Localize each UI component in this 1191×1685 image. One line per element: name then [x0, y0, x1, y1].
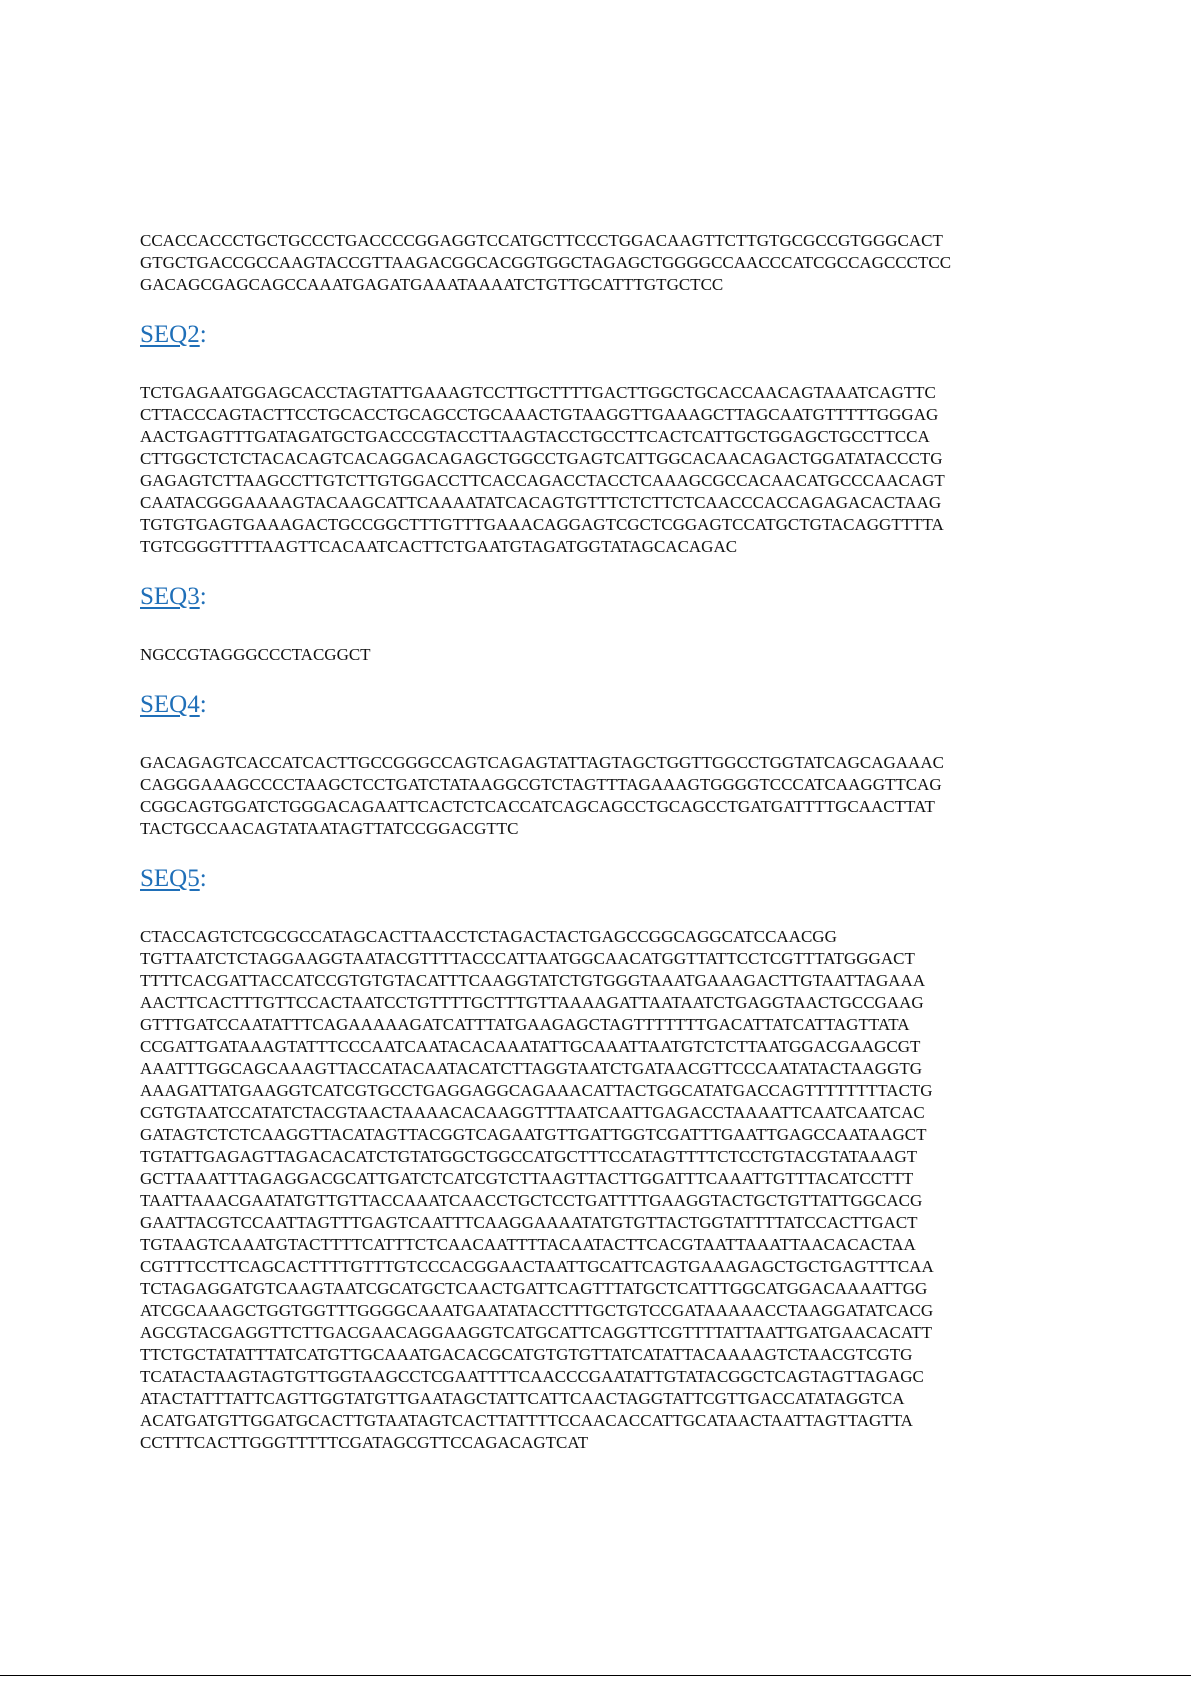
sequence-line: GAGAGTCTTAAGCCTTGTCTTGTGGACCTTCACCAGACCTACCTCAAAGCGCCACAACATGCCCAACAGT: [140, 471, 945, 490]
sequence-line: GAATTACGTCCAATTAGTTTGAGTCAATTTCAAGGAAAATATGTGTTACTGGTATTTTATCCACTTGACT: [140, 1213, 918, 1232]
sequence-block: [140, 926, 1180, 1454]
sequence-block: [140, 752, 1180, 840]
sequence-heading[interactable]: [140, 320, 1180, 350]
sequence-line: CCACCACCCTGCTGCCCTGACCCCGGAGGTCCATGCTTCCCTGGACAAGTTCTTGTGCGCCGTGGGCACT: [140, 231, 943, 250]
sequence-heading-link[interactable]: SEQ3: [140, 583, 200, 610]
sequence-block: [140, 644, 1180, 666]
sequence-line: ATACTATTTATTCAGTTGGTATGTTGAATAGCTATTCATTCAACTAGGTATTCGTTGACCATATAGGTCA: [140, 1389, 905, 1408]
sequence-line: TCTAGAGGATGTCAAGTAATCGCATGCTCAACTGATTCAGTTTATGCTCATTTGGCATGGACAAAATTGG: [140, 1279, 928, 1298]
sequence-line: ACATGATGTTGGATGCACTTGTAATAGTCACTTATTTTCCAACACCATTGCATAACTAATTAGTTAGTTA: [140, 1411, 913, 1430]
sequence-line: CTACCAGTCTCGCGCCATAGCACTTAACCTCTAGACTACTGAGCCGGCAGGCATCCAACGG: [140, 927, 837, 946]
sequence-line: GACAGAGTCACCATCACTTGCCGGGCCAGTCAGAGTATTAGTAGCTGGTTGGCCTGGTATCAGCAGAAAC: [140, 753, 944, 772]
spacer: [140, 720, 1180, 752]
heading-colon: :: [199, 321, 207, 348]
sequence-line: AAAGATTATGAAGGTCATCGTGCCTGAGGAGGCAGAAACATTACTGGCATATGACCAGTTTTTTTTACTG: [140, 1081, 933, 1100]
heading-colon: :: [199, 691, 207, 718]
sequence-line: GTGCTGACCGCCAAGTACCGTTAAGACGGCACGGTGGCTAGAGCTGGGGCCAACCCATCGCCAGCCCTCC: [140, 253, 952, 272]
sequence-line: TTCTGCTATATTTATCATGTTGCAAATGACACGCATGTGTGTTATCATATTACAAAAGTCTAACGTCGTG: [140, 1345, 913, 1364]
sequence-line: CTTGGCTCTCTACACAGTCACAGGACAGAGCTGGCCTGAGTCATTGGCACAACAGACTGGATATACCCTG: [140, 449, 943, 468]
spacer: [140, 296, 1180, 320]
sequence-line: AACTGAGTTTGATAGATGCTGACCCGTACCTTAAGTACCTGCCTTCACTCATTGCTGGAGCTGCCTTCCA: [140, 427, 930, 446]
sequence-line: AGCGTACGAGGTTCTTGACGAACAGGAAGGTCATGCATTCAGGTTCGTTTTATTAATTGATGAACACATT: [140, 1323, 933, 1342]
spacer: [140, 612, 1180, 644]
sequence-line: AACTTCACTTTGTTCCACTAATCCTGTTTTGCTTTGTTAAAAGATTAATAATCTGAGGTAACTGCCGAAG: [140, 993, 924, 1012]
sequence-line: TCATACTAAGTAGTGTTGGTAAGCCTCGAATTTTCAACCCGAATATTGTATACGGCTCAGTAGTTAGAGC: [140, 1367, 924, 1386]
sequence-heading[interactable]: [140, 864, 1180, 894]
sequence-line: GACAGCGAGCAGCCAAATGAGATGAAATAAAATCTGTTGCATTTGTGCTCC: [140, 275, 724, 294]
footer-rule: [0, 1675, 1191, 1676]
heading-colon: :: [199, 583, 207, 610]
sequence-line: TGTAAGTCAAATGTACTTTTCATTTCTCAACAATTTTACAATACTTCACGTAATTAAATTAACACACTAA: [140, 1235, 916, 1254]
spacer: [140, 558, 1180, 582]
heading-colon: :: [199, 865, 207, 892]
spacer: [140, 840, 1180, 864]
sequence-block: [140, 230, 1180, 296]
sequence-line: GTTTGATCCAATATTTCAGAAAAAGATCATTTATGAAGAGCTAGTTTTTTTGACATTATCATTAGTTATA: [140, 1015, 910, 1034]
sequence-line: CCTTTCACTTGGGTTTTTCGATAGCGTTCCAGACAGTCAT: [140, 1433, 589, 1452]
spacer: [140, 894, 1180, 926]
sequence-line: TGTATTGAGAGTTAGACACATCTGTATGGCTGGCCATGCTTTCCATAGTTTTCTCCTGTACGTATAAAGT: [140, 1147, 918, 1166]
sequence-line: GCTTAAATTTAGAGGACGCATTGATCTCATCGTCTTAAGTTACTTGGATTTCAAATTGTTTACATCCTTT: [140, 1169, 914, 1188]
sequence-heading-link[interactable]: SEQ5: [140, 865, 200, 892]
sequence-line: NGCCGTAGGGCCCTACGGCT: [140, 645, 371, 664]
sequence-line: CCGATTGATAAAGTATTTCCCAATCAATACACAAATATTGCAAATTAATGTCTCTTAATGGACGAAGCGT: [140, 1037, 921, 1056]
spacer: [140, 666, 1180, 690]
sequence-block: [140, 382, 1180, 558]
sequence-heading-link[interactable]: SEQ4: [140, 691, 200, 718]
sequence-line: CTTACCCAGTACTTCCTGCACCTGCAGCCTGCAAACTGTAAGGTTGAAAGCTTAGCAATGTTTTTGGGAG: [140, 405, 939, 424]
sequence-heading[interactable]: [140, 582, 1180, 612]
sequence-heading[interactable]: [140, 690, 1180, 720]
sequence-heading-link[interactable]: SEQ2: [140, 321, 200, 348]
sequence-line: AAATTTGGCAGCAAAGTTACCATACAATACATCTTAGGTAATCTGATAACGTTCCCAATATACTAAGGTG: [140, 1059, 923, 1078]
document-body: [140, 230, 1180, 1454]
sequence-line: TACTGCCAACAGTATAATAGTTATCCGGACGTTC: [140, 819, 519, 838]
sequence-line: CAATACGGGAAAAGTACAAGCATTCAAAATATCACAGTGTTTCTCTTCTCAACCCACCAGAGACACTAAG: [140, 493, 942, 512]
sequence-line: GATAGTCTCTCAAGGTTACATAGTTACGGTCAGAATGTTGATTGGTCGATTTGAATTGAGCCAATAAGCT: [140, 1125, 927, 1144]
sequence-line: TAATTAAACGAATATGTTGTTACCAAATCAACCTGCTCCTGATTTTGAAGGTACTGCTGTTATTGGCACG: [140, 1191, 923, 1210]
sequence-line: CGTTTCCTTCAGCACTTTTGTTTGTCCCACGGAACTAATTGCATTCAGTGAAAGAGCTGCTGAGTTTCAA: [140, 1257, 934, 1276]
spacer: [140, 350, 1180, 382]
sequence-line: TGTTAATCTCTAGGAAGGTAATACGTTTTACCCATTAATGGCAACATGGTTATTCCTCGTTTATGGGACT: [140, 949, 915, 968]
sequence-line: ATCGCAAAGCTGGTGGTTTGGGGCAAATGAATATACCTTTGCTGTCCGATAAAAACCTAAGGATATCACG: [140, 1301, 934, 1320]
sequence-line: TGTCGGGTTTTAAGTTCACAATCACTTCTGAATGTAGATGGTATAGCACAGAC: [140, 537, 738, 556]
sequence-line: TTTTCACGATTACCATCCGTGTGTACATTTCAAGGTATCTGTGGGTAAATGAAAGACTTGTAATTAGAAA: [140, 971, 926, 990]
sequence-line: TGTGTGAGTGAAAGACTGCCGGCTTTGTTTGAAACAGGAGTCGCTCGGAGTCCATGCTGTACAGGTTTTA: [140, 515, 944, 534]
sequence-line: CGGCAGTGGATCTGGGACAGAATTCACTCTCACCATCAGCAGCCTGCAGCCTGATGATTTTGCAACTTAT: [140, 797, 935, 816]
sequence-line: CAGGGAAAGCCCCTAAGCTCCTGATCTATAAGGCGTCTAGTTTAGAAAGTGGGGTCCCATCAAGGTTCAG: [140, 775, 942, 794]
sequence-line: CGTGTAATCCATATCTACGTAACTAAAACACAAGGTTTAATCAATTGAGACCTAAAATTCAATCAATCAC: [140, 1103, 925, 1122]
sequence-line: TCTGAGAATGGAGCACCTAGTATTGAAAGTCCTTGCTTTTGACTTGGCTGCACCAACAGTAAATCAGTTC: [140, 383, 936, 402]
